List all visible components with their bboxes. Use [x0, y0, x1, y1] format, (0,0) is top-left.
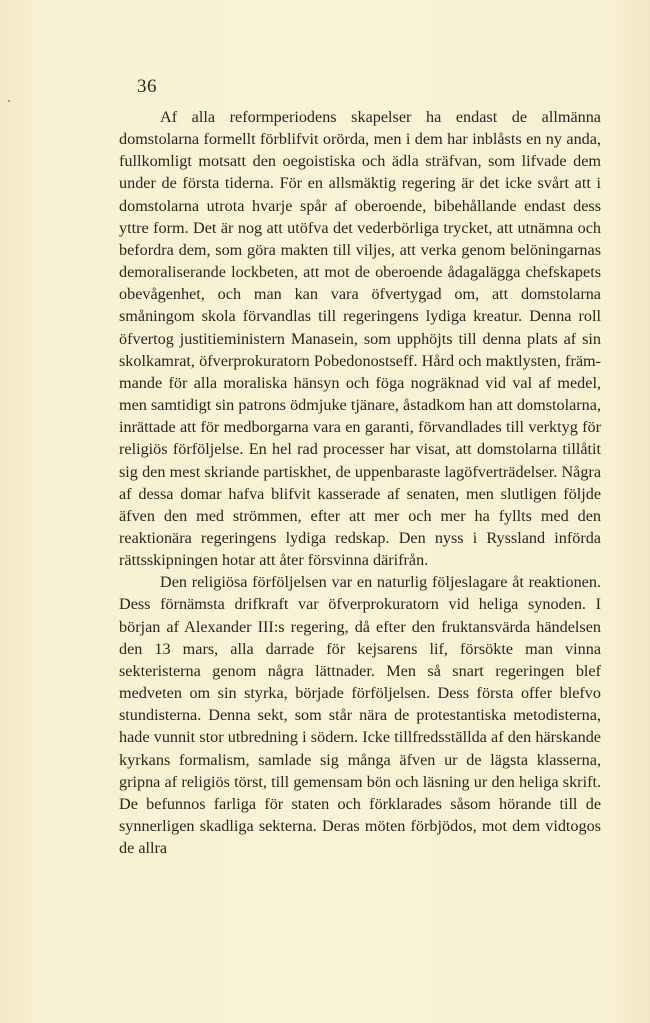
margin-mark — [8, 100, 10, 102]
paragraph-2: Den religiösa förföljelsen var en naturlig följeslagare åt reaktionen. Dess förnämsta drifkraft var öfverprokuratorn vid heliga synoden. I början af Alexander III:s regering, då efter den fruktansvärda händelsen den 13 mars, alla darrade för kejsarens lif, försökte man vinna sekteristerna genom några lättnader. Men så snart regeringen blef medveten om sin styrka, började förföljelsen. Dess första offer blefvo stundisterna. Denna sekt, som står nära de protestantiska metodisterna, hade vunnit stor utbredning i södern. Icke tillfredsställda af den härskande kyrkans formalism, samlade sig många äfven ur de lägsta klasserna, gripna af religiös törst, till gemensam bön och läsning ur den heliga skrift. De befunnos farliga för staten och förklarades såsom hörande till de synnerligen skadliga sekterna. Deras möten förbjödos, mot dem vidtogos de allra — [119, 573, 601, 858]
paragraph-1: Af alla reformperiodens skapelser ha endast de allmänna domstolarna formellt förblifvit orörda, men i dem har inblåsts en ny anda, fullkomligt motsatt den oegoistiska och ädla sträfvan, som lifvade dem under de första tiderna. För en allsmäktig regering är det icke svårt att i domstolarna utrota hvarje spår af oberoende, bibehållande endast dess yttre form. Det är nog att utöfva det vederbörliga trycket, att utnämna och befordra dem, som göra makten till viljes, att verka genom belöningarnas demoraliserande lockbeten, att mot de oberoende ådagalägga chefskapets obevågenhet, och man kan vara öfvertygad om, att domstolarna småningom skola förvandlas till regeringens lydiga kreatur. Denna roll öfvertog justitieministern Manasein, som upphöjts till denna plats af sin skolkamrat, öfverprokuratorn Pobedonostseff. Hård och maktlysten, främmande för alla moraliska hänsyn och föga nogräknad vid val af medel, men samtidigt sin patrons ödmjuke tjänare, åstadkom han att domstolarna, inrättade att för medborgarna vara en garanti, förvandlades till verktyg för religiös förföljelse. En hel rad processer har visat, att domstolarna tillåtit sig den mest skriande partiskhet, de uppenbaraste lagöfverträdelser. Några af dessa domar hafva blifvit kasserade af senaten, men slutligen följde äfven den med strömmen, efter att mer och mer ha fyllts med den reaktionära regeringens lydiga redskap. Den nyss i Ryssland införda rättsskipningen hotar att åter försvinna därifrån. — [119, 108, 601, 570]
page-number: 36 — [137, 76, 157, 97]
body-text — [119, 106, 601, 859]
